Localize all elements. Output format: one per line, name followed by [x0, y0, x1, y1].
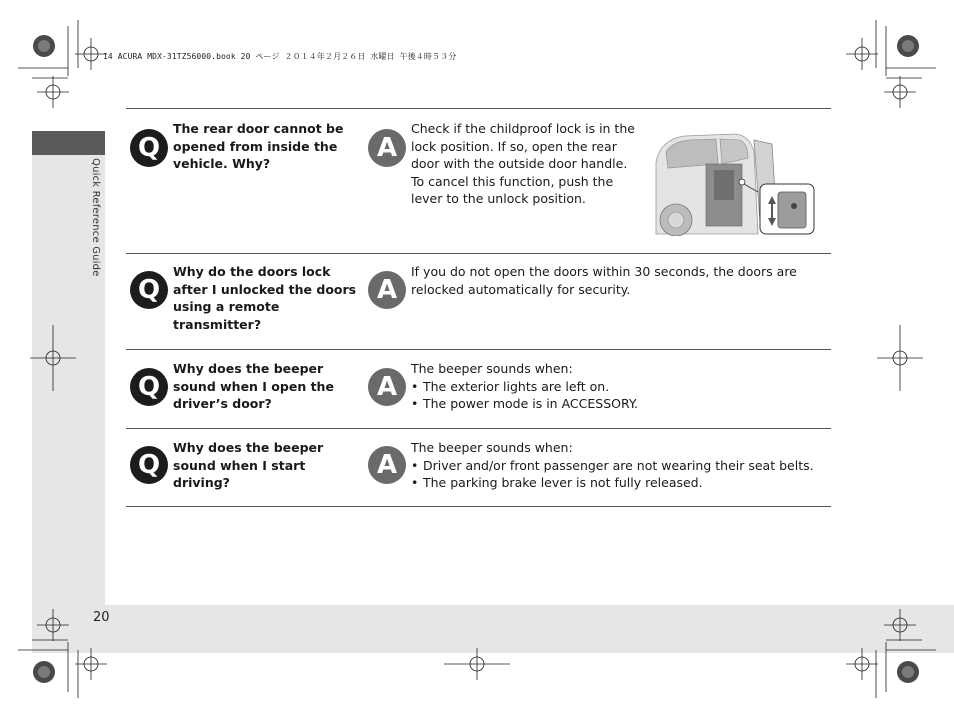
- answer-icon: A: [368, 368, 406, 406]
- question-icon: Q: [130, 271, 168, 309]
- faq-answer: [411, 360, 638, 413]
- answer-line: relocked automatically for security.: [411, 281, 631, 297]
- answer-icon: A: [368, 446, 406, 484]
- answer-bullet: • Driver and/or front passenger are not wearing their seat belts.: [411, 457, 814, 475]
- question-icon: Q: [130, 368, 168, 406]
- question-icon: Q: [130, 446, 168, 484]
- answer-line: lever to the unlock position.: [411, 191, 586, 206]
- answer-icon: A: [368, 129, 406, 167]
- childproof-lock-illustration: [654, 130, 816, 236]
- answer-line: door with the outside door handle.: [411, 156, 628, 171]
- page-number: 20: [93, 610, 110, 625]
- print-header: 14 ACURA MDX-31TZ56000.book 20 ページ ２０１４年２月２６日 水曜日 午後４時５３分: [103, 52, 457, 61]
- answer-bullet: • The power mode is in ACCESSORY.: [411, 395, 638, 413]
- faq-question: Why does the beeper sound when I open the driver’s door?: [173, 361, 334, 411]
- answer-bullet: • The parking brake lever is not fully released.: [411, 474, 814, 492]
- answer-line: To cancel this function, push the: [411, 173, 614, 189]
- question-icon: Q: [130, 129, 168, 167]
- faq-answer: [411, 263, 797, 298]
- faq-answer: [411, 439, 814, 492]
- answer-icon: A: [368, 271, 406, 309]
- faq-question: The rear door cannot be opened from inside the vehicle. Why?: [173, 121, 344, 171]
- section-title: Quick Reference Guide: [90, 158, 101, 277]
- faq-question: Why do the doors lock after I unlocked the doors using a remote transmitter?: [173, 264, 357, 332]
- divider: [126, 428, 831, 429]
- divider: [126, 108, 831, 109]
- footer-band: [32, 605, 954, 653]
- divider: [126, 506, 831, 507]
- divider: [126, 253, 831, 254]
- faq-answer: [411, 120, 635, 208]
- divider: [126, 349, 831, 350]
- answer-line: lock position. If so, open the rear: [411, 138, 617, 154]
- answer-line: The beeper sounds when:: [411, 361, 573, 376]
- answer-line: Check if the childproof lock is in the: [411, 121, 635, 136]
- answer-line: The beeper sounds when:: [411, 440, 573, 455]
- section-tab: [32, 131, 105, 155]
- answer-line: If you do not open the doors within 30 seconds, the doors are: [411, 264, 797, 279]
- answer-bullet: • The exterior lights are left on.: [411, 378, 638, 396]
- faq-question: Why does the beeper sound when I start driving?: [173, 440, 324, 490]
